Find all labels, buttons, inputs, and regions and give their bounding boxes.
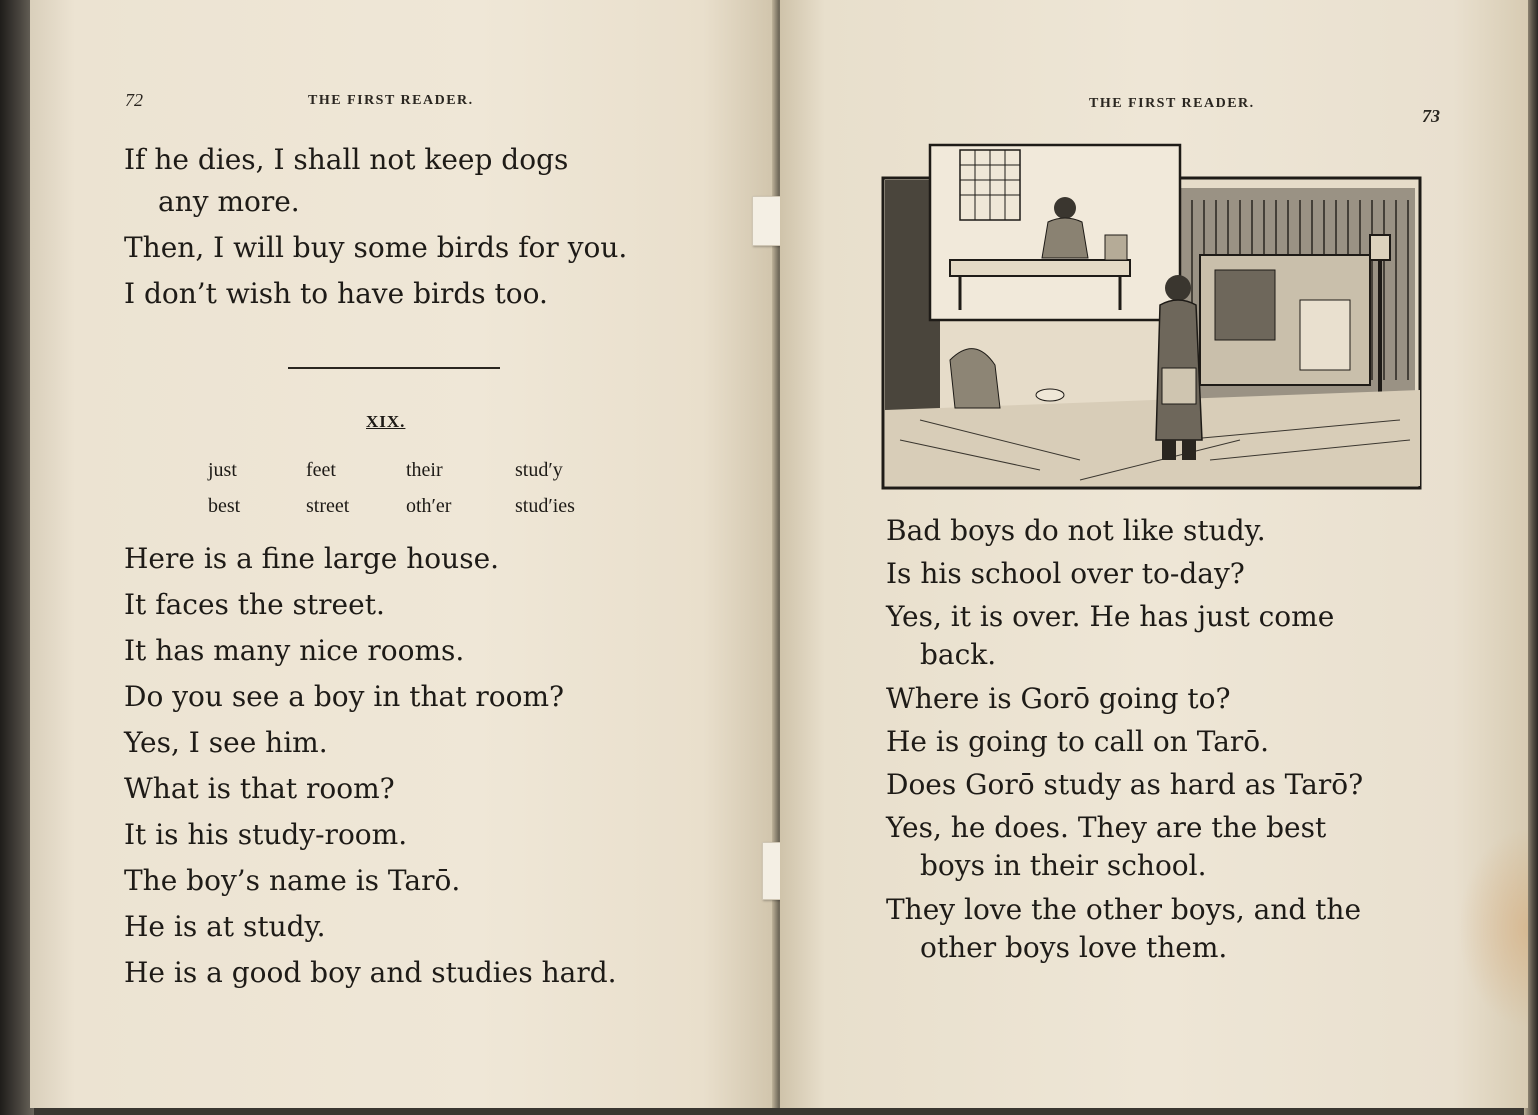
text-line: What is that room? <box>124 772 395 805</box>
text-line: Then, I will buy some birds for you. <box>124 231 628 264</box>
running-head: THE FIRST READER. <box>1089 96 1255 111</box>
page-number: 72 <box>125 90 143 110</box>
text-line: It faces the street. <box>124 588 385 621</box>
vocabulary-word: best <box>208 494 241 517</box>
study-room-illustration <box>880 140 1425 502</box>
paper-stain <box>1458 828 1528 1028</box>
text-line: Here is a fine large house. <box>124 542 500 575</box>
text-line: I don’t wish to have birds too. <box>124 277 548 310</box>
text-line: Does Gorō study as hard as Tarō? <box>886 768 1364 801</box>
text-line: He is going to call on Tarō. <box>886 725 1270 758</box>
vocabulary-row <box>208 452 605 488</box>
lesson-number: XIX. <box>366 412 406 431</box>
text-line: any more. <box>158 185 300 218</box>
text-line: He is a good boy and studies hard. <box>124 956 617 989</box>
text-line: If he dies, I shall not keep dogs <box>124 143 569 176</box>
top-text-block <box>124 137 627 317</box>
text-line: back. <box>920 638 997 671</box>
vocabulary-word: their <box>406 458 443 481</box>
vocabulary-word: oth′er <box>406 494 452 517</box>
text-line: The boy’s name is Tarō. <box>124 864 461 897</box>
vocabulary-word: stud′ies <box>515 494 575 517</box>
vocabulary-word: street <box>306 494 350 517</box>
text-line: Where is Gorō going to? <box>886 682 1231 715</box>
text-line: Is his school over to-day? <box>886 557 1245 590</box>
vocabulary-word: just <box>208 458 237 481</box>
text-line: boys in their school. <box>920 849 1207 882</box>
text-line: Bad boys do not like study. <box>886 514 1266 547</box>
text-line: Yes, he does. They are the best <box>886 811 1327 844</box>
vocabulary-row <box>208 488 605 524</box>
page-number: 73 <box>1422 106 1440 126</box>
left-page <box>30 0 778 1108</box>
text-line: Yes, it is over. He has just come <box>886 600 1335 633</box>
text-line: It has many nice rooms. <box>124 634 465 667</box>
right-page <box>780 0 1528 1108</box>
text-line: It is his study-room. <box>124 818 408 851</box>
section-divider <box>288 367 500 369</box>
book-cover-left-edge <box>0 0 34 1115</box>
text-line: other boys love them. <box>920 931 1228 964</box>
text-line: They love the other boys, and the <box>886 893 1362 926</box>
text-line: He is at study. <box>124 910 326 943</box>
vocabulary-word: stud′y <box>515 458 563 481</box>
right-text-block <box>886 508 1363 971</box>
vocabulary-list <box>208 452 605 524</box>
vocabulary-word: feet <box>306 458 336 481</box>
text-line: Do you see a boy in that room? <box>124 680 565 713</box>
lesson-text-block <box>124 536 617 996</box>
running-head: THE FIRST READER. <box>308 93 474 108</box>
text-line: Yes, I see him. <box>124 726 328 759</box>
